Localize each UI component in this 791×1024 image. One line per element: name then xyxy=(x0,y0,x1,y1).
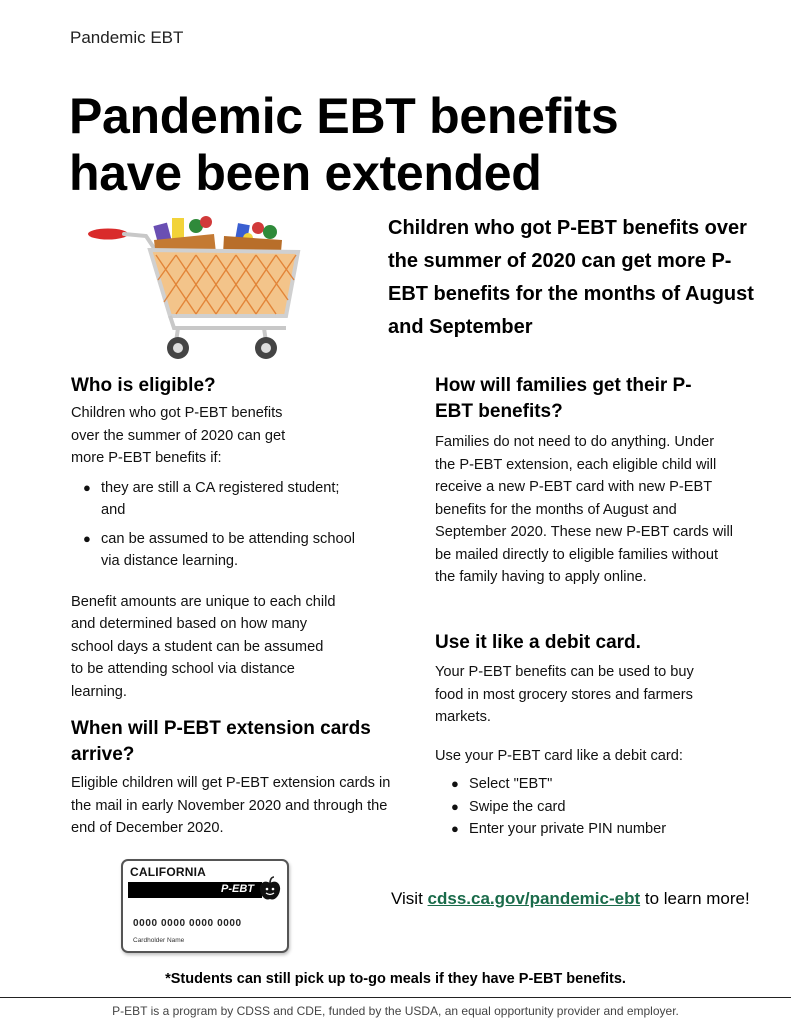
list-item: ● Swipe the card xyxy=(451,798,566,815)
visit-prefix: Visit xyxy=(391,889,428,908)
eligibility-list xyxy=(71,477,361,573)
card-holder: Cardholder Name xyxy=(133,937,185,944)
intro-statement: Children who got P-EBT benefits over the summer of 2020 can get more P-EBT benefits for the months of August and September xyxy=(388,217,754,338)
meals-note: *Students can still pick up to-go meals if they have P-EBT benefits. xyxy=(165,971,626,987)
card-brand-bar xyxy=(128,882,262,898)
families-heading: How will families get their P-EBT benefits? xyxy=(435,375,692,422)
eligibility-heading: Who is eligible? xyxy=(71,375,216,396)
page-title xyxy=(69,88,749,202)
debit-section xyxy=(435,630,765,841)
list-item: ● Enter your private PIN number xyxy=(451,821,667,837)
arrival-section xyxy=(71,716,411,840)
debit-lead: Use your P-EBT card like a debit card: xyxy=(435,747,683,764)
debit-steps-list xyxy=(435,773,765,841)
footer-divider xyxy=(0,997,791,998)
visit-suffix: to learn more! xyxy=(640,889,750,908)
arrival-text: Eligible children will get P-EBT extension cards in the mail in early November 2020 and through the end of December 2020. xyxy=(71,775,391,836)
title-line-1: Pandemic EBT benefits xyxy=(69,88,619,144)
debit-heading: Use it like a debit card. xyxy=(435,632,641,653)
shopping-cart-icon xyxy=(86,210,311,365)
benefit-amounts-text: Benefit amounts are unique to each child and determined based on how many school days a student can be assumed to be attending school via distance learning. xyxy=(71,593,336,700)
arrival-heading: When will P-EBT extension cards arrive? xyxy=(71,718,371,765)
debit-text: Your P-EBT benefits can be used to buy food in most grocery stores and farmers markets. xyxy=(435,664,694,725)
families-text: Families do not need to do anything. Under the P-EBT extension, each eligible child will receive a new P-EBT card with new P-EBT benefits for the months of August and September 2020. These new P-EBT cards will be mailed directly to eligible families without the family having to apply online. xyxy=(435,434,733,585)
page-header: Pandemic EBT xyxy=(70,28,184,47)
card-brand: P-EBT xyxy=(221,883,254,895)
card-state: CALIFORNIA xyxy=(130,865,206,879)
list-item: ● Select "EBT" xyxy=(451,776,553,792)
title-line-2: have been extended xyxy=(69,145,542,201)
apple-icon xyxy=(258,876,282,902)
eligibility-lead: Children who got P-EBT benefits over the summer of 2020 can get more P-EBT benefits if: xyxy=(71,405,286,466)
list-item: ● can be assumed to be attending school via distance learning. xyxy=(83,530,355,569)
ebt-card-image xyxy=(121,859,289,953)
website-link[interactable]: cdss.ca.gov/pandemic-ebt xyxy=(427,889,641,908)
card-number: 0000 0000 0000 0000 xyxy=(133,918,242,929)
eligibility-section xyxy=(71,373,401,703)
footer-disclaimer: P-EBT is a program by CDSS and CDE, funded by the USDA, an equal opportunity provider and employer. xyxy=(112,1004,679,1018)
list-item: ● they are still a CA registered student; and xyxy=(83,479,340,518)
visit-line xyxy=(391,889,750,909)
families-section xyxy=(435,373,765,589)
